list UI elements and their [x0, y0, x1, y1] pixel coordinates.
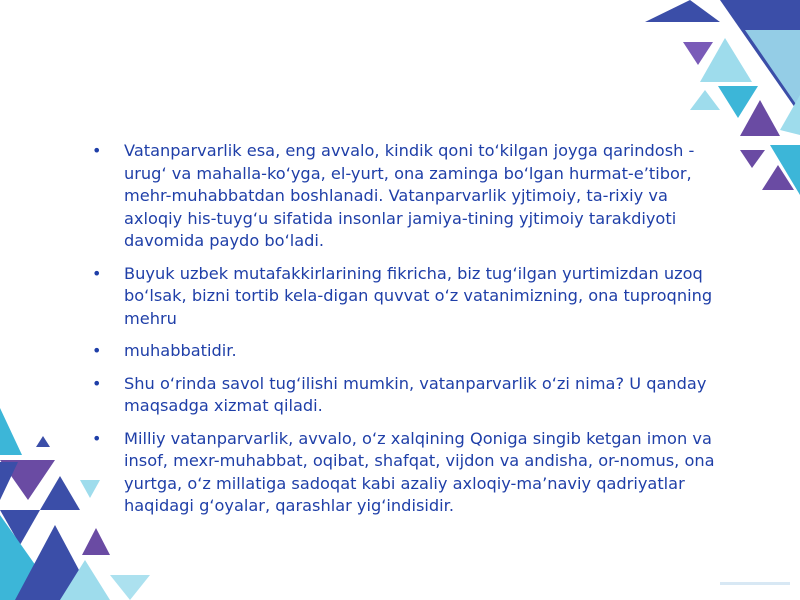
bullet-text: Shu o‘rinda savol tug‘ilishi mumkin, vatanparvarlik o‘zi nima? U qanday maqsadga xizmat qiladi.	[124, 373, 707, 415]
bullet-text: Milliy vatanparvarlik, avvalo, o‘z xalqining Qoniga singib ketgan imon va insof, mexr-muhabbat, oqibat, shafqat, vijdon va andisha, or-nomus, ona yurtga, o‘z millatiga sadoqat kabi azaliy axloqiy-ma’naviy qadriyatlar haqidagi g‘oyalar, qarashlar yig‘indisidir.	[124, 428, 715, 515]
bullet-item	[88, 373, 728, 418]
triangle	[745, 30, 800, 110]
bullet-item	[88, 263, 728, 331]
triangle	[780, 95, 800, 135]
bullet-dot: •	[92, 263, 102, 283]
triangle	[740, 100, 780, 136]
triangle	[0, 408, 22, 455]
triangle	[718, 86, 758, 118]
bullet-text: muhabbatidir.	[124, 341, 237, 360]
triangle	[683, 42, 713, 65]
triangle	[82, 528, 110, 555]
bullet-text: Buyuk uzbek mutafakkirlarining fikricha, biz tug‘ilgan yurtimizdan uzoq bo‘lsak, bizni tortib kela-digan quvvat o‘z vatanimizning, ona tuproqning mehru	[124, 263, 713, 328]
bullet-dot: •	[92, 341, 102, 360]
bullet-item	[88, 140, 728, 253]
triangle	[690, 90, 720, 110]
bullet-item	[88, 428, 728, 518]
bullet-dot: •	[92, 141, 102, 160]
faint-line	[720, 582, 790, 585]
bullet-text: Vatanparvarlik esa, eng avvalo, kindik qoni to‘kilgan joyga qarindosh - urug‘ va mahalla-ko‘yga, el-yurt, ona zaminga bo‘lgan hurmat-e’tibor, mehr-muhabbatdan boshlanadi. Vatanparvarlik yjtimoiy, ta-rixiy va axloqiy his-tuyg‘u sifatida insonlar jamiya-tining yjtimoiy tarakdiyoti davomida paydo bo‘ladi.	[124, 141, 695, 250]
bullet-list	[88, 140, 728, 518]
triangle	[36, 436, 50, 447]
triangle	[740, 150, 765, 168]
triangle	[40, 476, 80, 510]
slide-content	[88, 140, 728, 528]
bullet-item	[88, 340, 728, 363]
bullet-dot: •	[92, 373, 102, 393]
triangle	[645, 0, 720, 22]
bullet-dot: •	[92, 428, 102, 448]
triangle	[110, 575, 150, 600]
